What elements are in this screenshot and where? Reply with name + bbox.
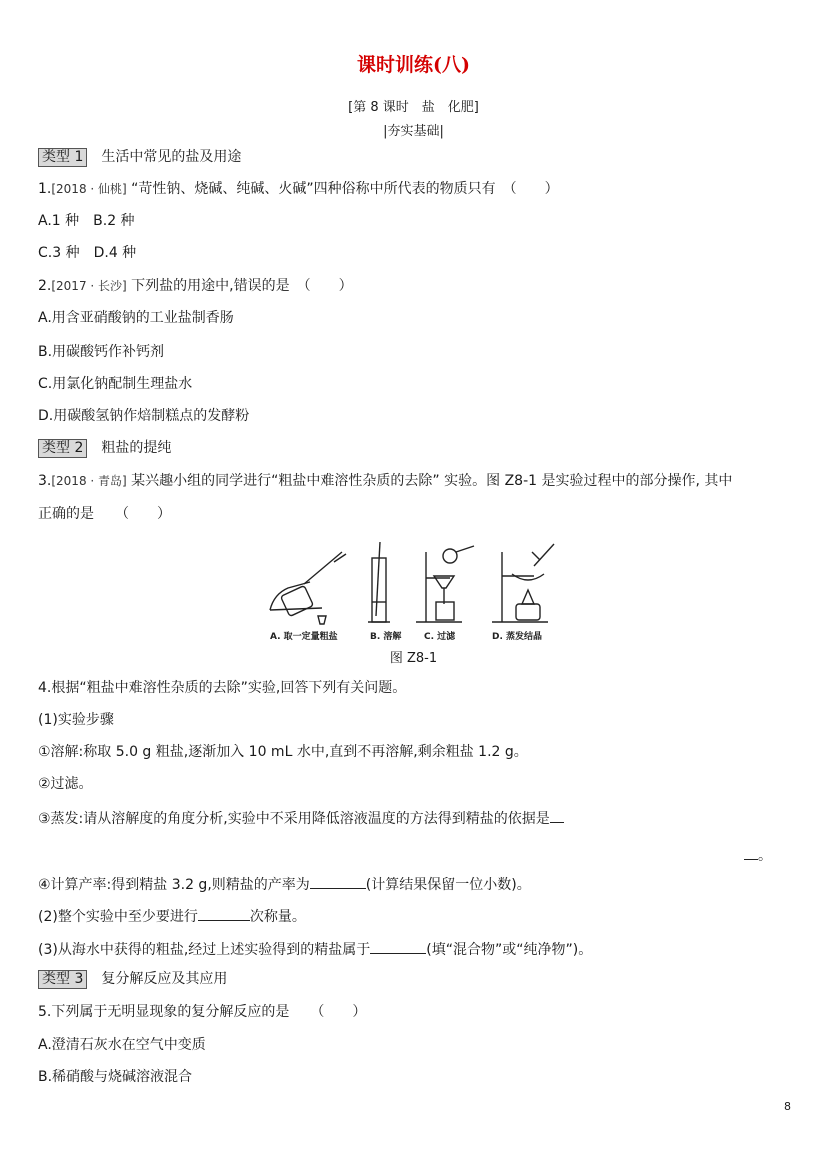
type2-label: 粗盐的提纯: [101, 440, 172, 456]
type2-tag: 类型 2: [38, 439, 87, 458]
q4-sub1: (1)实验步骤: [38, 712, 114, 728]
illustration-d-evaporate: [492, 544, 554, 622]
type2-heading: [38, 439, 171, 458]
q4-sub3-text-end: (填“混合物”或“纯净物”)。: [426, 942, 593, 958]
q1-option-b: B.2 种: [93, 213, 135, 229]
page-number: 8: [784, 1100, 791, 1113]
q4-sub3: [38, 939, 592, 959]
q1-options-row1: [38, 212, 135, 230]
q4-step2: ②过滤。: [38, 776, 93, 792]
q4-sub3-text: (3)从海水中获得的粗盐,经过上述实验得到的精盐属于: [38, 942, 371, 958]
figure-label-c: C. 过滤: [424, 632, 456, 642]
q4-step3-end-text: 。: [758, 848, 772, 864]
type1-heading: [38, 148, 241, 167]
q5-option-a: A.澄清石灰水在空气中变质: [38, 1037, 206, 1053]
q4-step4-text-end: (计算结果保留一位小数)。: [365, 877, 531, 893]
illustration-a-take-salt: [270, 552, 346, 624]
q4-sub2-text-end: 次称量。: [249, 909, 306, 925]
q2-number: 2.: [38, 278, 52, 294]
q3-source: [2018 · 青岛]: [51, 474, 127, 488]
q4-yield-blank[interactable]: [310, 874, 366, 889]
q2-option-a: A.用含亚硝酸钠的工业盐制香肠: [38, 310, 234, 326]
type1-tag: 类型 1: [38, 148, 87, 167]
figure-label-b: B. 溶解: [370, 632, 402, 642]
figure-label-a: A. 取一定量粗盐: [270, 632, 338, 642]
q2-option-c: C.用氯化钠配制生理盐水: [38, 376, 193, 392]
q4-step3-end: [744, 845, 772, 865]
type3-tag: 类型 3: [38, 970, 87, 989]
section-label: |夯实基础|: [383, 124, 444, 139]
q4-step3-text: ③蒸发:请从溶解度的角度分析,实验中不采用降低溶液温度的方法得到精盐的依据是: [38, 811, 550, 827]
q4-step1: ①溶解:称取 5.0 g 粗盐,逐渐加入 10 mL 水中,直到不再溶解,剩余粗盐 1.2 g。: [38, 744, 528, 760]
question-2: [38, 277, 353, 295]
q3-text: 某兴趣小组的同学进行“粗盐中难溶性杂质的去除” 实验。图 Z8-1 是实验过程中的部分操作, 其中: [131, 473, 733, 489]
q4-step3-blank[interactable]: [550, 808, 564, 823]
illustration-b-dissolve: [368, 542, 390, 622]
figure-caption: 图 Z8-1: [389, 651, 438, 666]
q3-text-cont: 正确的是 （ ）: [38, 506, 171, 522]
q4-intro: 4.根据“粗盐中难溶性杂质的去除”实验,回答下列有关问题。: [38, 680, 407, 696]
q2-option-b: B.用碳酸钙作补钙剂: [38, 344, 165, 360]
question-3: [38, 472, 732, 490]
q1-option-d: D.4 种: [93, 245, 137, 261]
q1-text: “苛性钠、烧碱、纯碱、火碱”四种俗称中所代表的物质只有 （ ）: [131, 181, 559, 197]
q4-step4: [38, 874, 531, 894]
illustration-c-filter: [416, 546, 474, 622]
q4-step4-text: ④计算产率:得到精盐 3.2 g,则精盐的产率为: [38, 877, 310, 893]
q2-source: [2017 · 长沙]: [51, 279, 127, 293]
q1-option-c: C.3 种: [38, 245, 80, 261]
page-title: 课时训练(八): [357, 54, 470, 76]
q4-step3-blank-end[interactable]: [744, 845, 758, 860]
q3-number: 3.: [38, 473, 52, 489]
q1-number: 1.: [38, 181, 52, 197]
q1-options-row2: [38, 244, 136, 262]
type3-label: 复分解反应及其应用: [101, 971, 228, 987]
q4-substance-blank[interactable]: [370, 939, 426, 954]
q4-sub2: [38, 906, 306, 926]
q1-source: [2018 · 仙桃]: [51, 182, 127, 196]
q5-option-b: B.稀硝酸与烧碱溶液混合: [38, 1069, 193, 1085]
type1-label: 生活中常见的盐及用途: [101, 149, 242, 165]
type3-heading: [38, 970, 227, 989]
q4-sub2-text: (2)整个实验中至少要进行: [38, 909, 198, 925]
question-1: [38, 180, 559, 198]
figure-label-d: D. 蒸发结晶: [492, 632, 543, 642]
q4-step3: [38, 808, 564, 828]
q4-weigh-blank[interactable]: [198, 906, 250, 921]
q1-option-a: A.1 种: [38, 213, 80, 229]
q2-text: 下列盐的用途中,错误的是 （ ）: [131, 278, 353, 294]
q2-option-d: D.用碳酸氢钠作焙制糕点的发酵粉: [38, 408, 250, 424]
question-5: 5.下列属于无明显现象的复分解反应的是 （ ）: [38, 1004, 367, 1020]
lesson-subtitle: [第 8 课时 盐 化肥]: [348, 100, 479, 115]
experiment-figure: [264, 542, 564, 644]
